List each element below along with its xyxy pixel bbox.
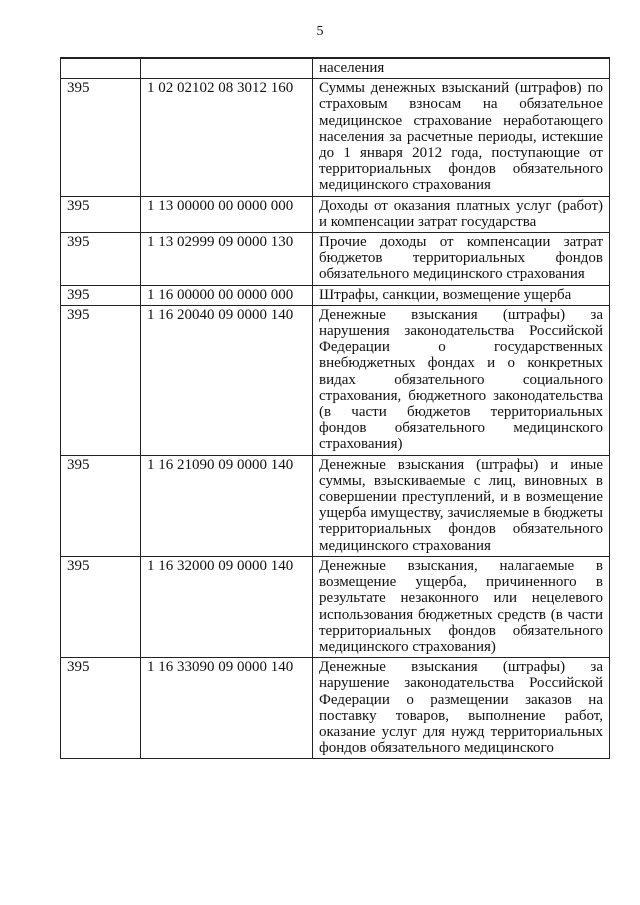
table-row [61, 79, 610, 196]
revenue-name-cell: Прочие доходы от компенсации затрат бюджетов территориальных фондов обязательного медицинского страхования [313, 233, 610, 286]
table-row [61, 196, 610, 232]
admin-code-cell: 395 [61, 455, 141, 556]
revenue-name-cell: Денежные взыскания (штрафы) за нарушения законодательства Российской Федерации о государственных внебюджетных фондах и о конкретных видах обязательного социального страхования, бюджетного законодательства (в части бюджетов территориальных фондов обязательного медицинского страхования) [313, 305, 610, 455]
table-row [61, 58, 610, 79]
admin-code-cell: 395 [61, 556, 141, 657]
budget-code-cell: 1 16 33090 09 0000 140 [141, 658, 313, 759]
table-row [61, 556, 610, 657]
revenue-name-cell: Денежные взыскания, налагаемые в возмещение ущерба, причиненного в результате незаконного или нецелевого использования бюджетных средств (в части территориальных фондов обязательного медицинского страхования) [313, 556, 610, 657]
table-row [61, 305, 610, 455]
admin-code-cell: 395 [61, 196, 141, 232]
revenue-name-cell: Денежные взыскания (штрафы) за нарушение законодательства Российской Федерации о размещении заказов на поставку товаров, выполнение работ, оказание услуг для нужд территориальных фондов обязательного медицинского [313, 658, 610, 759]
budget-code-cell [141, 58, 313, 79]
admin-code-cell: 395 [61, 233, 141, 286]
budget-code-cell: 1 13 02999 09 0000 130 [141, 233, 313, 286]
page-number: 5 [316, 24, 324, 39]
budget-code-cell: 1 13 00000 00 0000 000 [141, 196, 313, 232]
table-row [61, 455, 610, 556]
budget-code-cell: 1 16 21090 09 0000 140 [141, 455, 313, 556]
table-row [61, 233, 610, 286]
budget-code-cell: 1 16 32000 09 0000 140 [141, 556, 313, 657]
revenue-name-cell: Штрафы, санкции, возмещение ущерба [313, 285, 610, 305]
admin-code-cell: 395 [61, 305, 141, 455]
budget-code-cell: 1 16 00000 00 0000 000 [141, 285, 313, 305]
revenue-name-cell: Денежные взыскания (штрафы) и иные суммы, взыскиваемые с лиц, виновных в совершении преступлений, и в возмещение ущерба имуществу, зачисляемые в бюджеты территориальных фондов обязательного медицинского страхования [313, 455, 610, 556]
admin-code-cell: 395 [61, 79, 141, 196]
budget-code-cell: 1 16 20040 09 0000 140 [141, 305, 313, 455]
budget-revenue-table [60, 57, 610, 759]
admin-code-cell: 395 [61, 658, 141, 759]
revenue-name-cell: Доходы от оказания платных услуг (работ) и компенсации затрат государства [313, 196, 610, 232]
budget-code-cell: 1 02 02102 08 3012 160 [141, 79, 313, 196]
revenue-name-cell: населения [313, 58, 610, 79]
table-row [61, 658, 610, 759]
revenue-name-cell: Суммы денежных взысканий (штрафов) по страховым взносам на обязательное медицинское страхование неработающего населения за расчетные периоды, истекшие до 1 января 2012 года, поступающие от территориальных фондов обязательного медицинского страхования [313, 79, 610, 196]
table-row [61, 285, 610, 305]
admin-code-cell [61, 58, 141, 79]
admin-code-cell: 395 [61, 285, 141, 305]
